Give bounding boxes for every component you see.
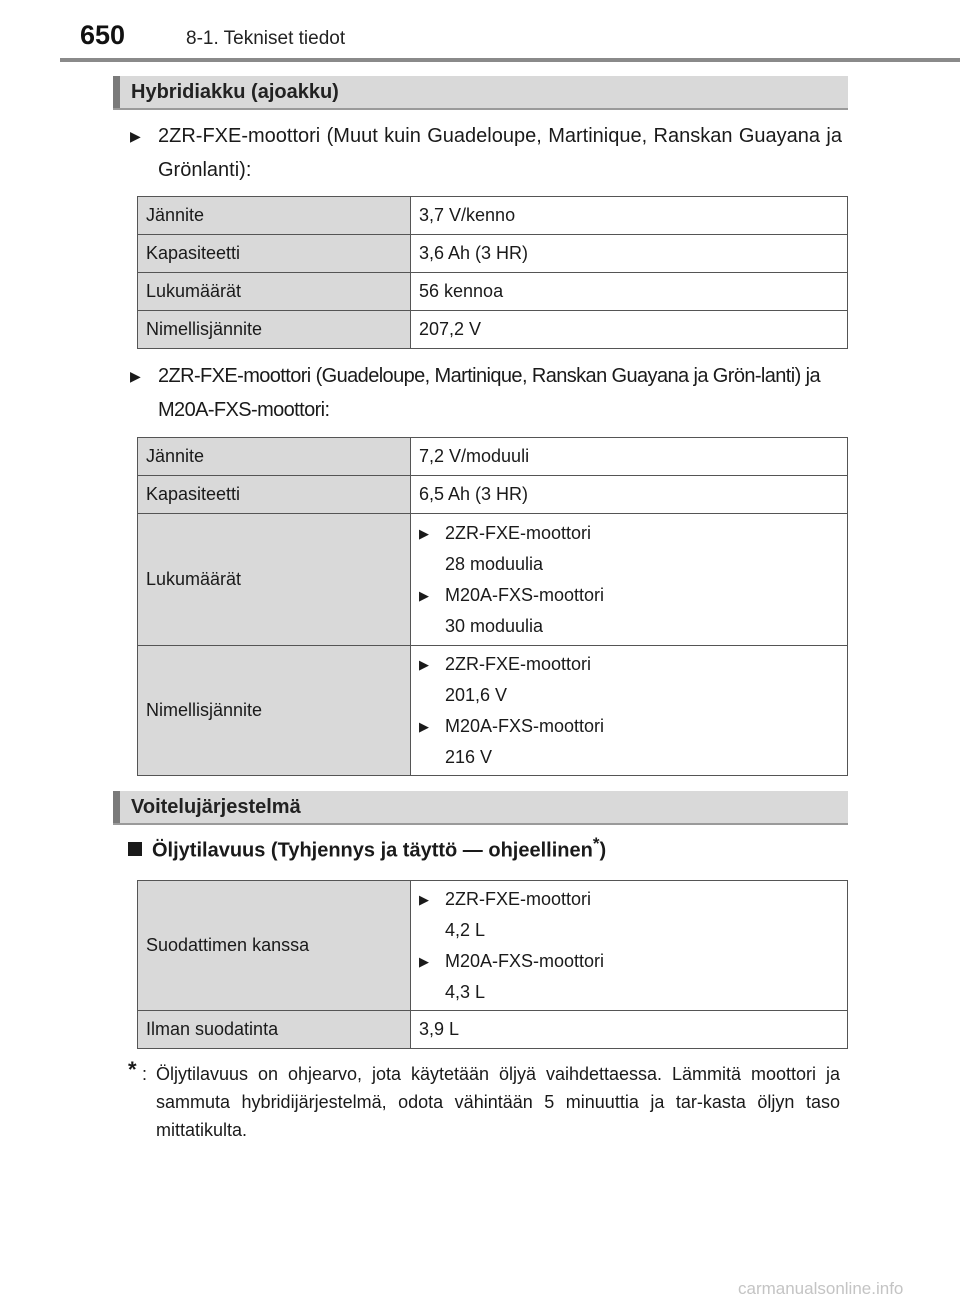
lubrication-section-heading	[113, 791, 848, 825]
footnote-colon: :	[142, 1064, 148, 1084]
triangle-bullet-icon: ▶	[419, 587, 429, 603]
list-item-value: 28 moduulia	[445, 553, 544, 574]
list-item: ▶ 2ZR-FXE-moottori	[419, 884, 839, 915]
list-item-value: 30 moduulia	[445, 615, 544, 636]
watermark: carmanualsonline.info	[738, 1279, 904, 1298]
table-label-cell: Lukumäärät	[138, 273, 411, 311]
table-row	[138, 273, 848, 311]
list-item-value: 216 V	[445, 746, 493, 767]
table-value-cell: 3,9 L	[411, 1011, 848, 1049]
table-label-cell: Nimellisjännite	[138, 646, 411, 776]
triangle-bullet-icon: ▶	[130, 128, 141, 144]
list-item: ▶ M20A-FXS-moottori	[419, 711, 839, 742]
oil-capacity-subheading: Öljytilavuus (Tyhjennys ja täyttö — ohjeellinen*)	[128, 834, 606, 863]
page-header	[60, 20, 960, 62]
list-item: ▶ M20A-FXS-moottori	[419, 946, 839, 977]
table-row	[138, 197, 848, 235]
header-rule	[60, 58, 960, 62]
table-value-cell: 3,7 V/kenno	[411, 197, 848, 235]
triangle-bullet-icon: ▶	[419, 953, 429, 969]
triangle-bullet-icon: ▶	[130, 368, 141, 384]
list-item: ▶ 2ZR-FXE-moottori	[419, 649, 839, 680]
battery-section-heading	[113, 76, 848, 110]
footnote-text: Öljytilavuus on ohjearvo, jota käytetään öljyä vaihdettaessa. Lämmitä moottori ja sammuta hybridijärjestelmä, odota vähintään 5 minuuttia ja tar-kasta öljyn taso mittatikulta.	[156, 1064, 840, 1140]
table-label-cell: Ilman suodatinta	[138, 1011, 411, 1049]
table-label-cell: Jännite	[138, 197, 411, 235]
table-row	[138, 1011, 848, 1049]
table-label-cell: Jännite	[138, 438, 411, 476]
list-item-value: 201,6 V	[445, 684, 508, 705]
table-value-cell	[411, 646, 848, 776]
footnote-star: *	[128, 1057, 137, 1082]
battery-intro-2: ▶ 2ZR-FXE-moottori (Guadeloupe, Martinique, Ranskan Guayana ja Grön-lanti) ja M20A-FXS-moottori:	[130, 359, 842, 427]
battery-table-2	[137, 437, 848, 776]
table-value-cell: 207,2 V	[411, 311, 848, 349]
triangle-bullet-icon: ▶	[419, 656, 429, 672]
table-value-cell	[411, 514, 848, 646]
table-row	[138, 438, 848, 476]
square-bullet-icon	[128, 842, 142, 856]
heading-bar	[113, 76, 120, 108]
table-value-cell	[411, 881, 848, 1011]
footnote	[128, 1057, 840, 1144]
table-row	[138, 514, 848, 646]
oil-capacity-table	[137, 880, 848, 1049]
page-number: 650	[80, 20, 126, 50]
battery-intro-1: ▶ 2ZR-FXE-moottori (Muut kuin Guadeloupe, Martinique, Ranskan Guayana ja Grönlanti):	[130, 119, 842, 187]
list-item: ▶ 2ZR-FXE-moottori	[419, 518, 839, 549]
triangle-bullet-icon: ▶	[419, 525, 429, 541]
section-title: 8-1. Tekniset tiedot	[186, 28, 346, 49]
table-value-cell: 56 kennoa	[411, 273, 848, 311]
table-row	[138, 476, 848, 514]
table-row	[138, 311, 848, 349]
table-label-cell: Lukumäärät	[138, 514, 411, 646]
table-label-cell: Kapasiteetti	[138, 235, 411, 273]
list-item-value: 4,3 L	[445, 981, 486, 1002]
heading-bar	[113, 791, 120, 823]
triangle-bullet-icon: ▶	[419, 718, 429, 734]
battery-heading-label: Hybridiakku (ajoakku)	[131, 81, 339, 103]
lubrication-heading-label: Voitelujärjestelmä	[131, 796, 301, 818]
table-row	[138, 881, 848, 1011]
table-value-cell: 6,5 Ah (3 HR)	[411, 476, 848, 514]
table-label-cell: Kapasiteetti	[138, 476, 411, 514]
list-item: ▶ M20A-FXS-moottori	[419, 580, 839, 611]
table-value-cell: 3,6 Ah (3 HR)	[411, 235, 848, 273]
list-item-value: 4,2 L	[445, 919, 486, 940]
triangle-bullet-icon: ▶	[419, 891, 429, 907]
table-row	[138, 646, 848, 776]
table-row	[138, 235, 848, 273]
table-label-cell: Suodattimen kanssa	[138, 881, 411, 1011]
table-value-cell: 7,2 V/moduuli	[411, 438, 848, 476]
footnote-mark: *	[592, 834, 600, 853]
table-label-cell: Nimellisjännite	[138, 311, 411, 349]
battery-table-1	[137, 196, 848, 349]
